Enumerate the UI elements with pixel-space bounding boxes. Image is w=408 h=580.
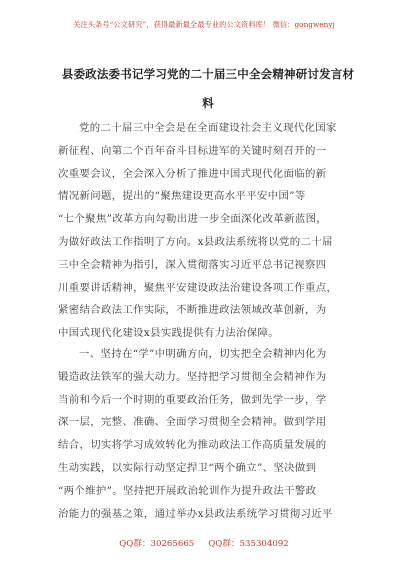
paragraph-line: 党的二十届三中全会是在全面建设社会主义现代化国家 (79, 122, 337, 134)
paragraph-line: 中国式现代化建设x县实践提供有力法治保障。 (58, 327, 280, 340)
document-title (58, 60, 358, 118)
paragraph-line: 当前和今后一个时期的重要政治任务，做到先学一步，学 (58, 393, 327, 406)
footer-qq-group-1: QQ群：30265665 (119, 539, 195, 549)
title-line: 县委政法委书记学习党的二十届三中全会精神研讨发言材 (61, 67, 355, 81)
paragraph-line: 深一层，完整、准确、全面学习贯彻全会精神。做到学用 (58, 416, 327, 429)
title-line: 料 (202, 96, 214, 110)
paragraph-2 (58, 343, 358, 525)
paragraph-line: “两个维护”。坚持把开展政治轮训作为提升政法干警政 (58, 484, 317, 497)
paragraph-line: 锻造政法铁军的强大动力。坚持把学习贯彻全会精神作为 (58, 370, 327, 383)
paragraph-line: 次重要会议，全会深入分析了推进中国式现代化面临的新 (58, 167, 327, 180)
paragraph-line: 三中全会精神为指引，深入贯彻落实习近平总书记视察四 (58, 258, 327, 271)
paragraph-line: 治能力的强基之策，通过举办x县政法系统学习贯彻习近平 (58, 507, 333, 520)
paragraph-line: 川重要讲话精神，聚焦平安建设政法治建设各项工作重点， (58, 281, 338, 294)
header-banner: 关注头条号“公文研究”，获得最新最全最专业的公文资料库！ 微信：gongwenyj (73, 20, 335, 29)
paragraph-line: 为做好政法工作指明了方向。x县政法系统将以党的二十届 (58, 235, 333, 248)
paragraph-line: “七个聚焦”改革方向勾勒出进一步全面深化改革新蓝图， (58, 213, 328, 226)
footer-qq-group-2: QQ群：535304092 (208, 539, 289, 549)
paragraph-line: 生动实践，以实际行动坚定捍卫“两个确立”、坚决做到 (58, 461, 317, 474)
paragraph-1 (58, 117, 358, 345)
paragraph-line: 一、坚持在“学”中明确方向，切实把全会精神内化为 (79, 348, 327, 360)
paragraph-line: 紧密结合政法工作实际，不断推进政法领域改革创新，为 (58, 304, 327, 317)
paragraph-line: 结合，切实将学习成效转化为推动政法工作高质量发展的 (58, 439, 327, 452)
footer-contacts (0, 537, 408, 549)
paragraph-line: 新征程、向第二个百年奋斗目标进军的关键时刻召开的一 (58, 144, 327, 157)
paragraph-line: 情况新问题，提出的“聚焦建设更高水平平安中国”等 (58, 190, 306, 203)
